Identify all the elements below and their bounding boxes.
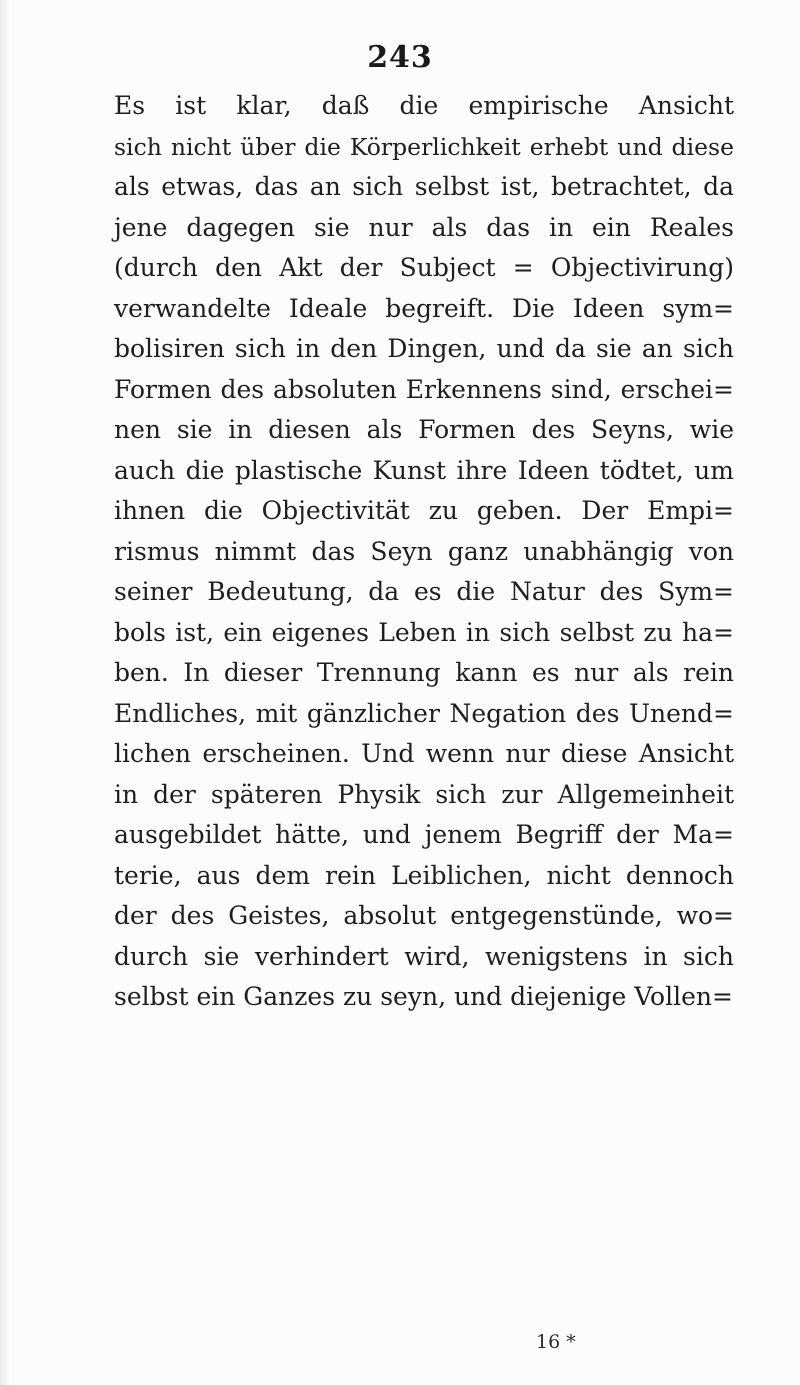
text-line: lichen erscheinen. Und wenn nur diese Ansicht [114,739,734,768]
text-line: Endliches, mit gänzlicher Negation des Unend= [114,698,734,728]
text-line: ihnen die Objectivität zu geben. Der Empi= [114,496,734,525]
text-line: bols ist, ein eigenes Leben in sich selbst zu ha= [114,617,734,647]
text-line: als etwas, das an sich selbst ist, betrachtet, da [114,172,734,201]
text-line: Es ist klar, daß die empirische Ansicht [114,91,734,120]
text-line: rismus nimmt das Seyn ganz unabhängig von [114,536,734,566]
body-text [114,86,734,1018]
text-line: terie, aus dem rein Leiblichen, nicht dennoch [114,860,734,890]
text-line: selbst ein Ganzes zu seyn, und diejenige Vollen= [114,982,733,1011]
text-line: Formen des absoluten Erkennens sind, erschei= [114,374,734,404]
text-line: seiner Bedeutung, da es die Natur des Sym= [114,577,734,606]
text-line: nen sie in diesen als Formen des Seyns, wie [114,415,734,444]
text-line: (durch den Akt der Subject = Objectivirung) [114,253,734,282]
text-line: sich nicht über die Körperlichkeit erhebt und diese [114,132,734,161]
page-number: 243 [367,40,433,75]
text-line: jene dagegen sie nur als das in ein Reales [114,212,734,242]
page-edge-shadow [0,0,10,1385]
text-line: durch sie verhindert wird, wenigstens in sich [114,941,734,971]
text-line: verwandelte Ideale begreift. Die Ideen sym= [114,293,734,323]
text-line: in der späteren Physik sich zur Allgemeinheit [114,779,734,809]
text-line: auch die plastische Kunst ihre Ideen tödtet, um [114,455,734,485]
text-line: der des Geistes, absolut entgegenstünde, wo= [114,901,734,930]
text-line: ausgebildet hätte, und jenem Begriff der Ma= [114,820,734,849]
text-line: bolisiren sich in den Dingen, und da sie an sich [114,334,734,363]
signature-mark: 16 * [536,1331,576,1353]
text-line: ben. In dieser Trennung kann es nur als rein [114,658,734,687]
